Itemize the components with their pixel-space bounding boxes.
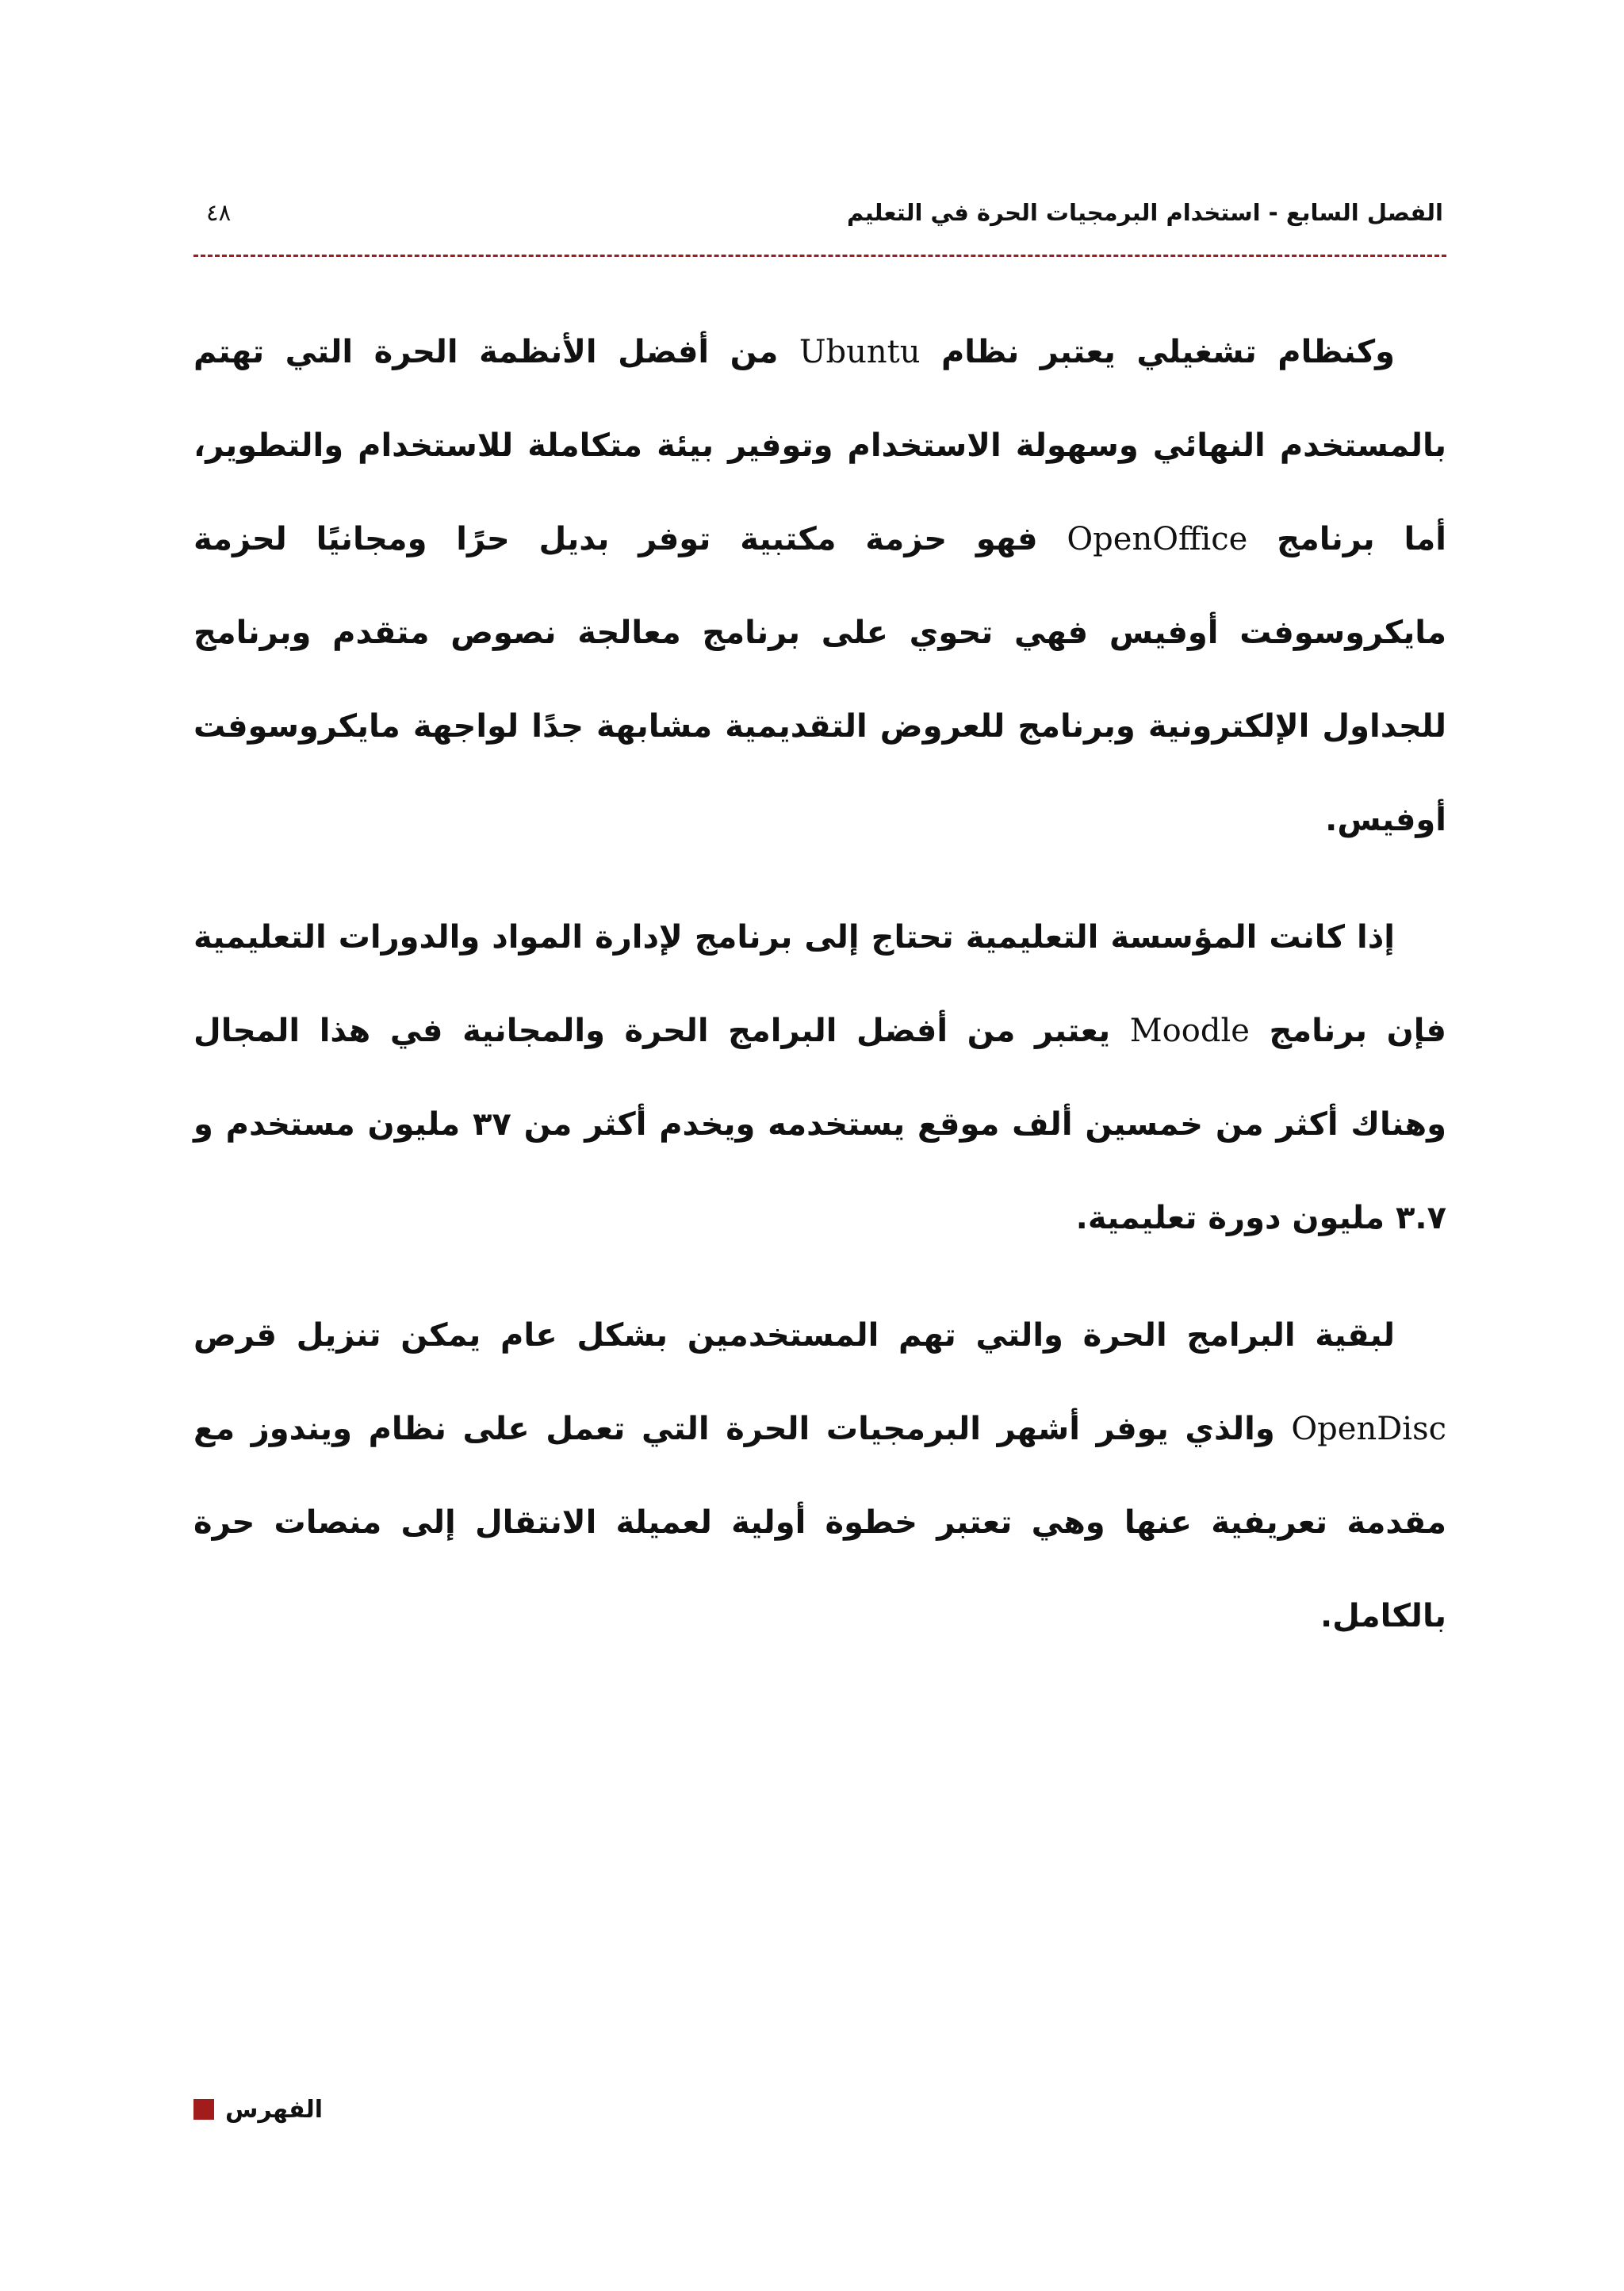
toc-label: الفهرس: [225, 2095, 324, 2124]
header-divider: [193, 255, 1446, 257]
paragraph: [193, 1289, 1446, 1663]
text-run: إذا كانت المؤسسة التعليمية تحتاج إلى برنامج لإدارة المواد والدورات التعليمية فإن برنامج: [193, 919, 1446, 1049]
software-name-moodle: Moodle: [1129, 1013, 1250, 1049]
chapter-title: الفصل السابع - استخدام البرمجيات الحرة في التعليم: [846, 199, 1443, 226]
running-header: [198, 189, 1443, 236]
text-run: من أفضل الأنظمة الحرة التي تهتم بالمستخدم النهائي وسهولة الاستخدام وتوفير بيئة متكاملة للاستخدام والتطوير، أما برنامج: [193, 334, 1446, 557]
software-name-opendisc: OpenDisc: [1291, 1411, 1446, 1447]
software-name-ubuntu: Ubuntu: [799, 334, 921, 370]
text-run: يعتبر من أفضل البرامج الحرة والمجانية في هذا المجال وهناك أكثر من خمسين ألف موقع يستخدمه ويخدم أكثر من ٣٧ مليون مستخدم و ٣.٧ مليون دورة تعليمية.: [193, 1013, 1447, 1236]
square-icon: [193, 2099, 214, 2120]
toc-link[interactable]: [193, 2090, 323, 2129]
text-run: والذي يوفر أشهر البرمجيات الحرة التي تعمل على نظام ويندوز مع مقدمة تعريفية عنها وهي تعتبر خطوة أولية لعميلة الانتقال إلى منصات حرة بالكامل.: [193, 1411, 1446, 1634]
body-text: [193, 305, 1446, 1687]
text-run: فهو حزمة مكتبية توفر بديل حرًا ومجانيًا لحزمة مايكروسوفت أوفيس فهي تحوي على برنامج معالجة نصوص متقدم وبرنامج للجداول الإلكترونية وبرنامج للعروض التقديمية مشابهة جدًا لواجهة مايكروسوفت أوفيس.: [193, 521, 1446, 838]
paragraph: [193, 891, 1446, 1265]
text-run: وكنظام تشغيلي يعتبر نظام: [920, 334, 1396, 370]
page-number: ٤٨: [206, 199, 232, 226]
paragraph: [193, 305, 1446, 867]
software-name-openoffice: OpenOffice: [1067, 521, 1248, 557]
text-run: لبقية البرامج الحرة والتي تهم المستخدمين بشكل عام يمكن تنزيل قرص: [193, 1317, 1395, 1354]
